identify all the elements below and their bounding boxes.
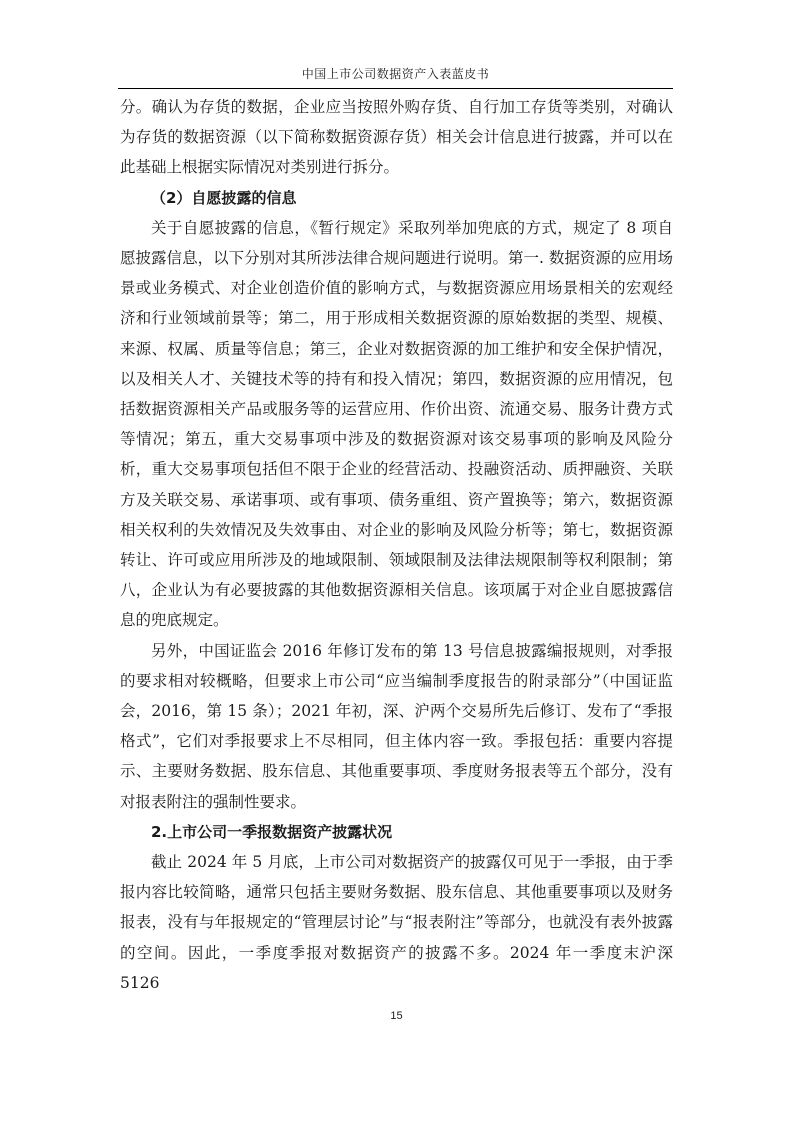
running-header: 中国上市公司数据资产入表蓝皮书: [301, 67, 490, 81]
page-number: 15: [390, 1010, 403, 1022]
section-heading-q1-disclosure: 2.上市公司一季报数据资产披露状况: [151, 822, 393, 841]
subheading-voluntary-disclosure: （2）自愿披露的信息: [151, 188, 297, 207]
body-text: [120, 92, 673, 998]
paragraph-continued: 分。确认为存货的数据，企业应当按照外购存货、自行加工存货等类别，对确认为存货的数据资源（以下简称数据资源存货）相关会计信息进行披露，并可以在此基础上根据实际情况对类别进行拆分。: [120, 98, 673, 177]
paragraph-q1-disclosure: 截止 2024 年 5 月底，上市公司对数据资产的披露仅可见于一季报，由于季报内容比较简略，通常只包括主要财务数据、股东信息、其他重要事项以及财务报表，没有与年报规定的“管理层讨论”与“报表附注”等部分，也就没有表外披露的空间。因此，一季度季报对数据资产的披露不多。2024 年一季度末沪深 5126: [120, 853, 673, 992]
paragraph-voluntary-disclosure: 关于自愿披露的信息，《暂行规定》采取列举加兜底的方式，规定了 8 项自愿披露信息，以下分别对其所涉法律合规问题进行说明。第一. 数据资源的应用场景或业务模式、对企业创造价值的影响方式，与数据资源应用场景相关的宏观经济和行业领域前景等；第二，用于形成相关数据资源的原始数据的类型、规模、来源、权属、质量等信息；第三，企业对数据资源的加工维护和安全保护情况，以及相关人才、关键技术等的持有和投入情况；第四，数据资源的应用情况，包括数据资源相关产品或服务等的运营应用、作价出资、流通交易、服务计费方式等情况；第五，重大交易事项中涉及的数据资源对该交易事项的影响及风险分析，重大交易事项包括但不限于企业的经营活动、投融资活动、质押融资、关联方及关联交易、承诺事项、或有事项、债务重组、资产置换等；第六，数据资源相关权利的失效情况及失效事由、对企业的影响及风险分析等；第七，数据资源转让、许可或应用所涉及的地域限制、领域限制及法律法规限制等权利限制；第八，企业认为有必要披露的其他数据资源相关信息。该项属于对企业自愿披露信息的兜底规定。: [120, 218, 673, 630]
paragraph-quarterly-report-rules: 另外，中国证监会 2016 年修订发布的第 13 号信息披露编报规则，对季报的要求相对较概略，但要求上市公司“应当编制季度报告的附录部分”（中国证监会，2016，第 15 条）；2021 年初，深、沪两个交易所先后修订、发布了“季报格式”，它们对季报要求上不尽相同，但主体内容一致。季报包括：重要内容提示、主要财务数据、股东信息、其他重要事项、季度财务报表等五个部分，没有对报表附注的强制性要求。: [120, 641, 673, 811]
header-divider: [118, 88, 673, 89]
